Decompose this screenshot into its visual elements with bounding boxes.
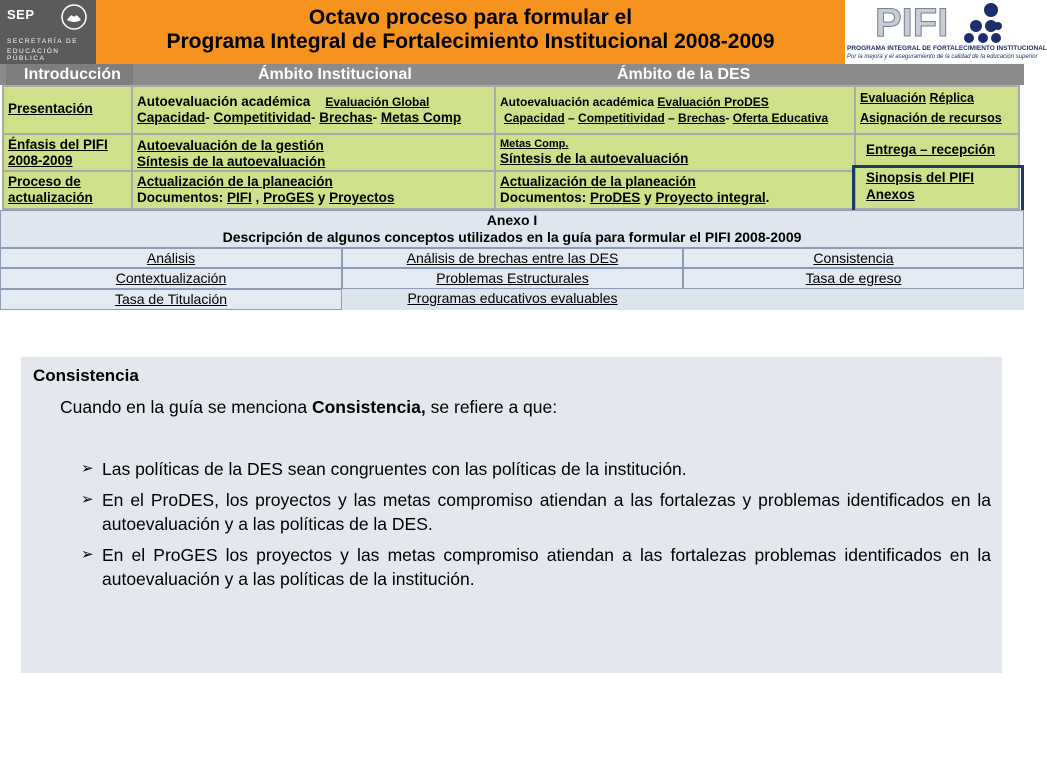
anexos-highlight-frame <box>852 165 1024 210</box>
definition-intro-pre: Cuando en la guía se menciona <box>60 397 312 417</box>
link-consistencia[interactable]: Consistencia <box>813 250 894 266</box>
link-des-sintesis[interactable]: Síntesis de la autoevaluación <box>500 151 689 166</box>
definition-intro <box>60 397 557 418</box>
nav-cell-presentacion <box>4 87 131 133</box>
section-tabs <box>0 64 1024 85</box>
link-evaluacion[interactable]: Evaluación <box>860 91 926 105</box>
nav-cell-entrega <box>856 135 1018 165</box>
pifi-logo-line2: Por la mejora y el aseguramiento de la calidad de la educación superior <box>847 54 1038 60</box>
sep-logo-line1: SECRETARÍA DE <box>7 38 79 45</box>
link-replica[interactable]: Réplica <box>929 91 974 105</box>
page-title <box>96 0 845 64</box>
link-des-brechas[interactable]: Brechas <box>678 111 726 125</box>
annex-cell <box>342 289 683 310</box>
sep-logo-line2: EDUCACIÓN PÚBLICA <box>7 48 60 62</box>
link-enfasis-pifi[interactable]: Énfasis del PIFI 2008-2009 <box>8 137 108 168</box>
list-item <box>81 543 991 591</box>
link-inst-brechas[interactable]: Brechas <box>319 110 373 125</box>
tab-ambito-institucional[interactable]: Ámbito Institucional <box>258 66 412 83</box>
annex-cell <box>0 248 342 268</box>
link-proceso-actualizacion[interactable]: Proceso de actualización <box>8 174 93 205</box>
link-programas-evaluables[interactable]: Programas educativos evaluables <box>407 290 618 306</box>
link-sinopsis-pifi[interactable]: Sinopsis del PIFI <box>866 170 975 185</box>
link-inst-pifi[interactable]: PIFI <box>227 190 252 205</box>
link-inst-sintesis[interactable]: Síntesis de la autoevaluación <box>137 154 326 169</box>
link-des-metas-comp[interactable]: Metas Comp. <box>500 138 569 150</box>
link-inst-evaluacion-global[interactable]: Evaluación Global <box>325 95 430 109</box>
annex-cell <box>342 248 683 268</box>
link-inst-actualizacion-planeacion[interactable]: Actualización de la planeación <box>137 174 333 189</box>
mexico-shield-icon <box>58 3 90 31</box>
annex-cell <box>683 248 1024 268</box>
definition-panel <box>21 357 1002 673</box>
title-line-2: Programa Integral de Fortalecimiento Institucional 2008-2009 <box>166 30 775 53</box>
label-inst-documentos: Documentos: <box>137 190 224 205</box>
nav-cell-enfasis <box>4 135 131 170</box>
link-inst-autoevaluacion-gestion[interactable]: Autoevaluación de la gestión <box>137 138 324 153</box>
link-des-evaluacion-prodes[interactable]: Evaluación ProDES <box>657 95 769 109</box>
link-contextualizacion[interactable]: Contextualización <box>115 270 227 286</box>
annex-table <box>0 210 1024 310</box>
annex-title: Anexo I <box>486 212 538 228</box>
list-item-text: Las políticas de la DES sean congruentes con las políticas de la institución. <box>102 459 687 479</box>
nav-cell-inst-gestion <box>133 135 494 170</box>
link-anexos[interactable]: Anexos <box>866 187 915 202</box>
annex-subtitle: Descripción de algunos conceptos utilizados en la guía para formular el PIFI 2008-2009 <box>222 229 802 245</box>
annex-cell <box>0 268 342 289</box>
arrow-bullet-icon: ➢ <box>81 546 94 563</box>
tab-introduccion[interactable]: Introducción <box>6 64 133 85</box>
nav-cell-des-planeacion: Actualización de la planeación Documentos: ProDES y Proyecto integral. <box>496 172 854 208</box>
link-des-prodes[interactable]: ProDES <box>590 190 641 205</box>
link-inst-proyectos[interactable]: Proyectos <box>329 190 395 205</box>
label-inst-autoevaluacion: Autoevaluación académica <box>137 94 311 109</box>
title-line-1: Octavo proceso para formular el <box>308 6 633 29</box>
link-inst-metas-comp[interactable]: Metas Comp <box>380 110 462 125</box>
link-tasa-titulacion[interactable]: Tasa de Titulación <box>114 291 228 307</box>
nav-cell-des-sintesis <box>496 135 854 170</box>
link-analisis[interactable]: Análisis <box>146 250 196 266</box>
list-item-text: En el ProGES los proyectos y las metas compromiso atiendan a las fortalezas problemas identificados en la autoevaluación y a las políticas de la institución. <box>102 545 991 589</box>
link-asignacion-recursos[interactable]: Asignación de recursos <box>860 111 1002 125</box>
arrow-bullet-icon: ➢ <box>81 491 94 508</box>
svg-text:PIFI: PIFI <box>875 1 949 45</box>
nav-cell-inst-autoeval: Autoevaluación académica Evaluación Global Capacidad- Competitividad- Brechas- Metas Comp <box>133 87 494 133</box>
definition-intro-post: se refiere a que: <box>425 397 558 417</box>
sep-logo-word: SEP <box>7 7 35 22</box>
label-des-y: y <box>644 190 652 205</box>
list-item <box>81 488 991 536</box>
annex-header <box>0 210 1024 248</box>
annex-cell <box>0 289 342 310</box>
annex-cell <box>342 268 683 289</box>
label-des-documentos: Documentos: <box>500 190 587 205</box>
nav-cell-evaluacion <box>856 87 1018 133</box>
link-des-competitividad[interactable]: Competitividad <box>578 111 665 125</box>
nav-cell-inst-planeacion: Actualización de la planeación Documentos: PIFI , ProGES y Proyectos <box>133 172 494 208</box>
sep-logo <box>0 0 96 64</box>
nav-cell-proceso <box>4 172 131 208</box>
link-inst-capacidad[interactable]: Capacidad <box>137 110 206 125</box>
link-des-capacidad[interactable]: Capacidad <box>504 111 565 125</box>
definition-heading: Consistencia <box>33 366 139 385</box>
arrow-bullet-icon: ➢ <box>81 460 94 477</box>
link-inst-competitividad[interactable]: Competitividad <box>213 110 312 125</box>
nav-cell-des-autoeval: Autoevaluación académica Evaluación ProDES Capacidad – Competitividad – Brechas- Oferta Educativa <box>496 87 854 133</box>
link-problemas-estructurales[interactable]: Problemas Estructurales <box>436 270 589 286</box>
link-presentacion[interactable]: Presentación <box>8 101 93 116</box>
pifi-logo-graphic <box>873 0 1003 44</box>
link-tasa-egreso[interactable]: Tasa de egreso <box>805 270 902 286</box>
list-item <box>81 457 991 481</box>
tab-ambito-des[interactable]: Ámbito de la DES <box>617 66 751 83</box>
pifi-logo <box>845 0 1047 64</box>
list-item-text: En el ProDES, los proyectos y las metas compromiso atiendan a las fortalezas y problemas identificados en la autoevaluación y a las políticas de la DES. <box>102 490 991 534</box>
navigation-grid <box>2 85 1020 210</box>
annex-cell <box>683 268 1024 289</box>
link-entrega-recepcion[interactable]: Entrega – recepción <box>866 142 996 157</box>
link-analisis-brechas[interactable]: Análisis de brechas entre las DES <box>406 250 619 266</box>
link-des-actualizacion-planeacion[interactable]: Actualización de la planeación <box>500 174 696 189</box>
link-des-proyecto-integral[interactable]: Proyecto integral <box>655 190 766 205</box>
definition-intro-term: Consistencia, <box>311 397 426 417</box>
pifi-logo-line1: PROGRAMA INTEGRAL DE FORTALECIMIENTO INSTITUCIONAL <box>847 45 1047 52</box>
link-des-oferta-educativa[interactable]: Oferta Educativa <box>732 111 829 125</box>
label-inst-y: y <box>317 190 326 205</box>
label-des-autoevaluacion: Autoevaluación académica <box>500 95 655 109</box>
link-inst-proges[interactable]: ProGES <box>263 190 315 205</box>
